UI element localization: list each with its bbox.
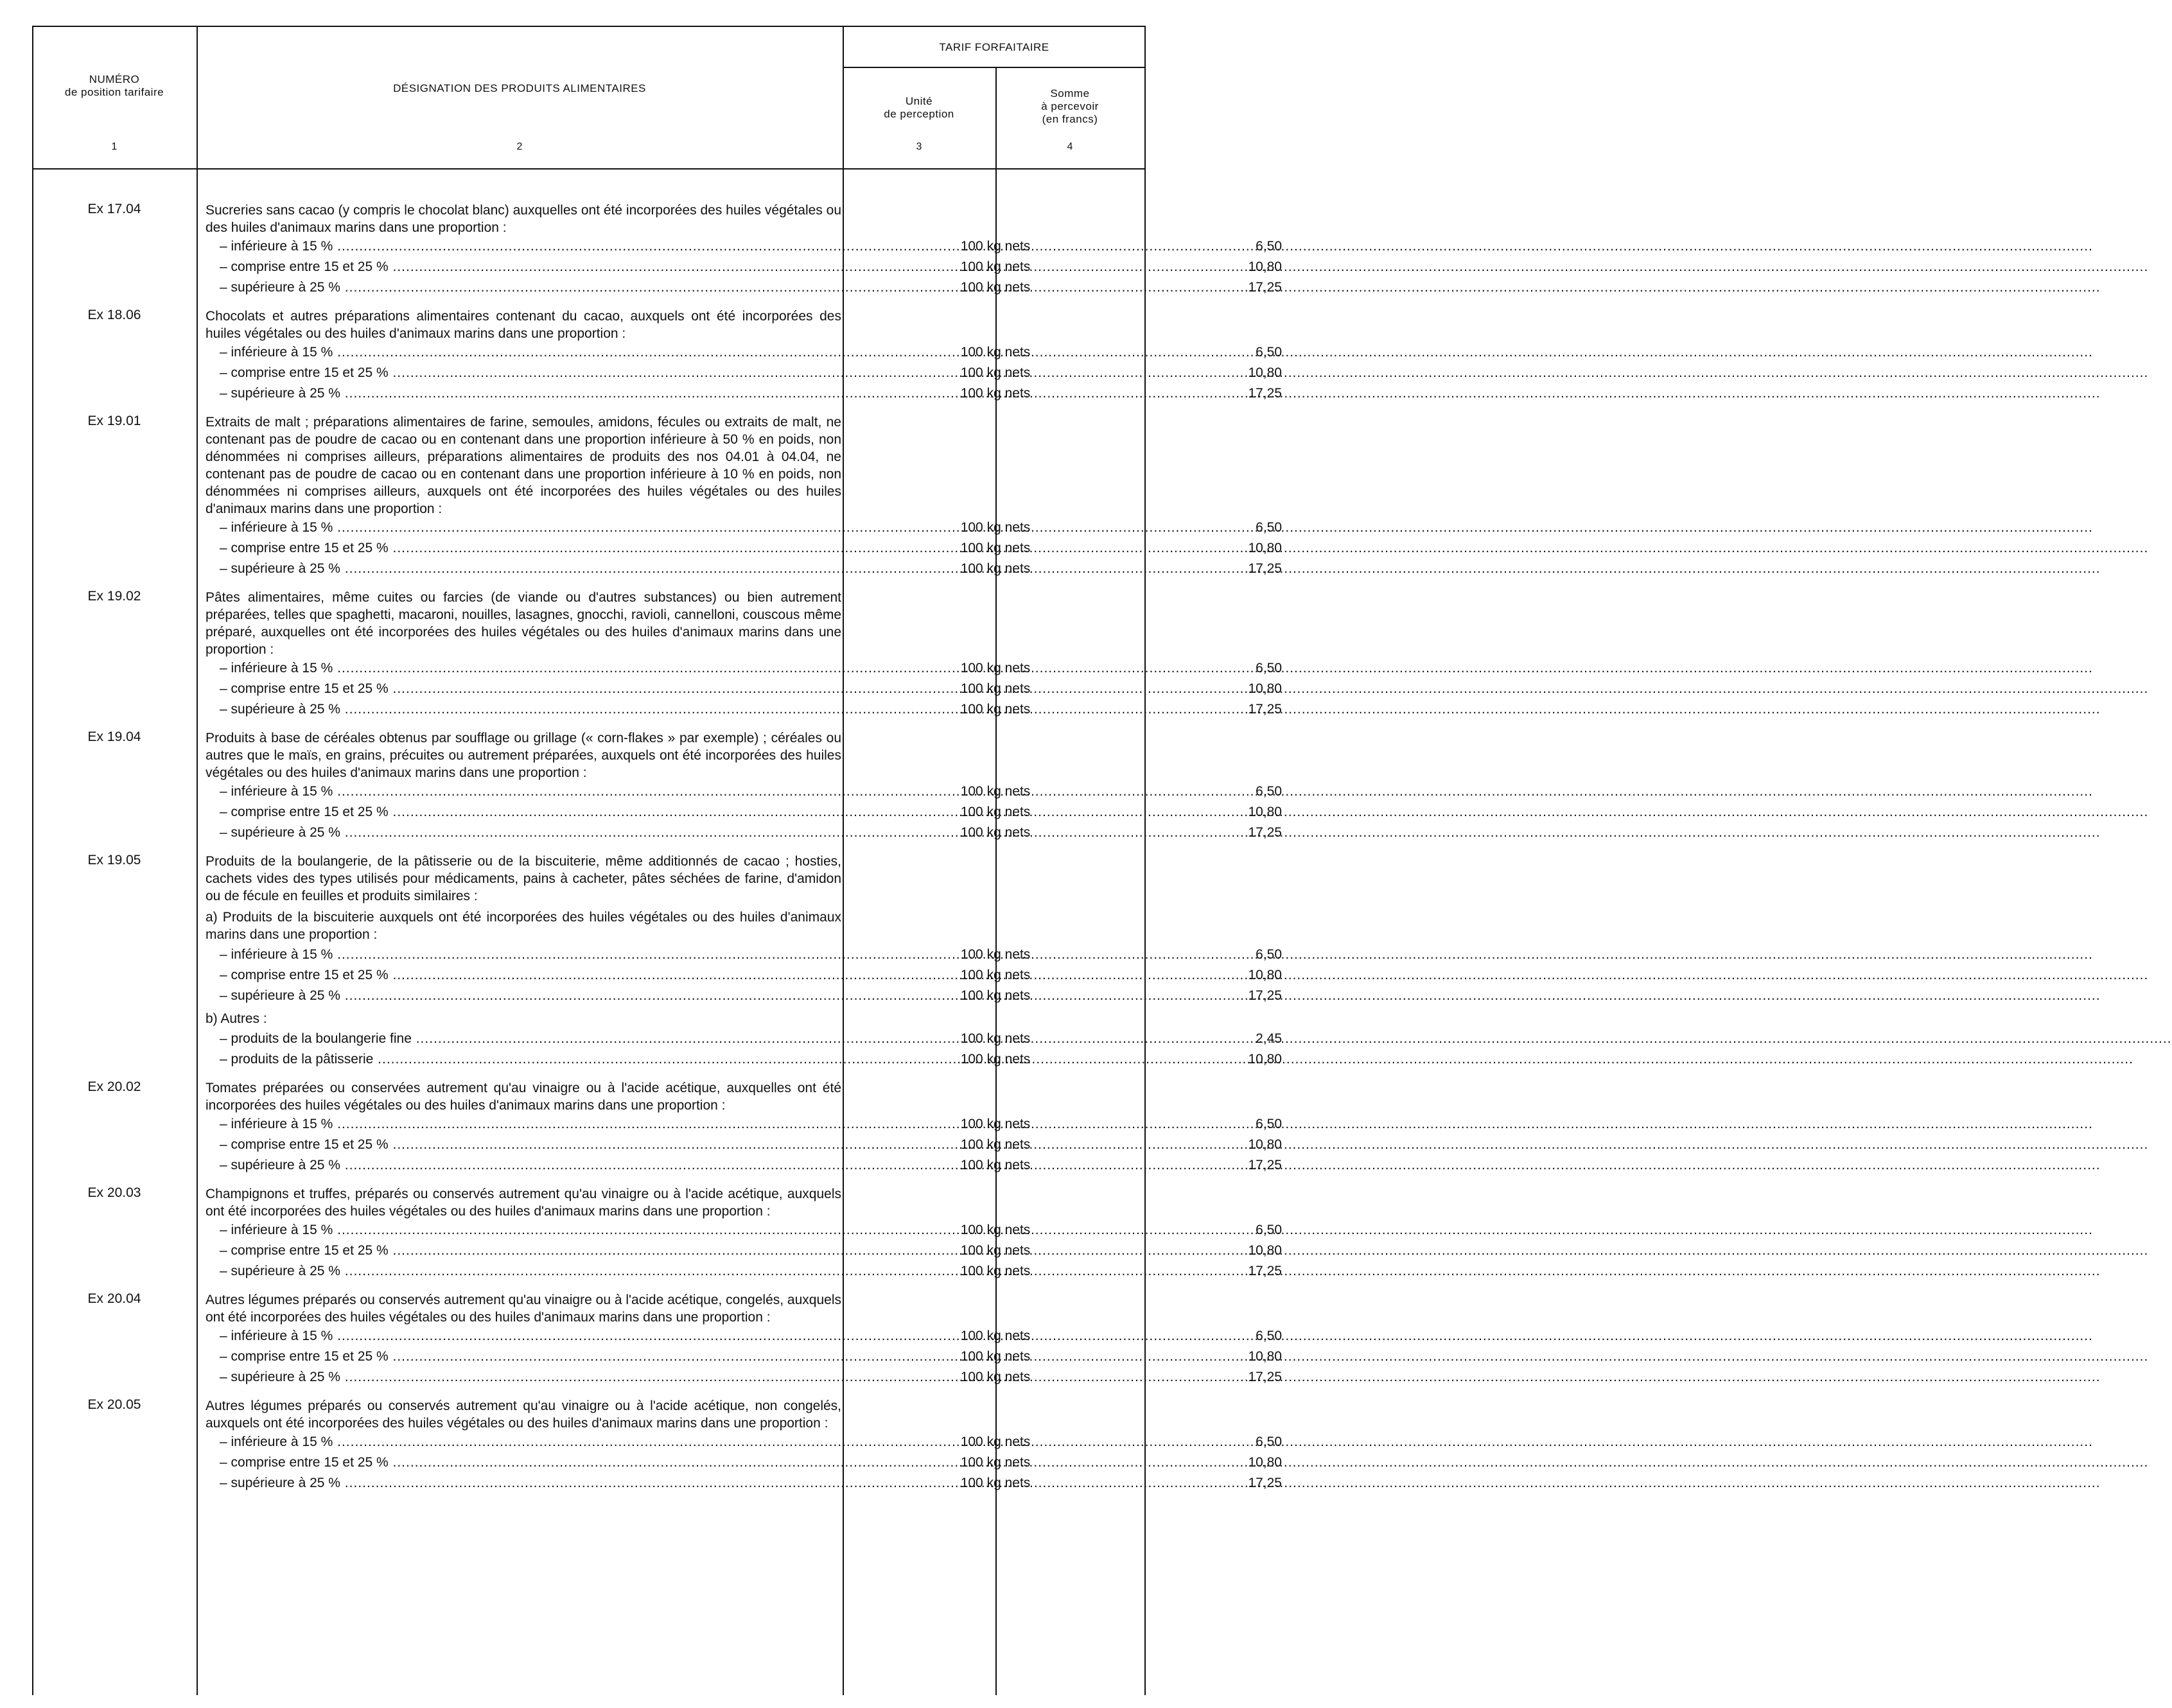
rate-line	[206, 965, 1282, 986]
rate-amount: 10,80	[1248, 1052, 1282, 1067]
rate-label: – inférieure à 15 % .....	[220, 342, 888, 363]
rate-amount: 6,50	[1256, 345, 1282, 360]
col-number-3: 3	[916, 141, 922, 152]
rate-amount: 17,25	[1248, 561, 1282, 576]
entry-content	[206, 586, 1282, 720]
rate-line	[206, 1346, 1282, 1367]
rate-label: – supérieure à 25 % .....	[220, 1367, 888, 1388]
rate-label: – inférieure à 15 % .....	[220, 1432, 888, 1452]
rate-amount: 10,80	[1248, 365, 1282, 380]
header-group	[843, 41, 1146, 54]
rate-label: – inférieure à 15 % .....	[220, 945, 888, 965]
position-code: Ex 20.04	[87, 1291, 141, 1306]
rate-amount: 6,50	[1256, 661, 1282, 675]
tariff-entry	[32, 305, 1282, 404]
rate-unit: 100 kg nets	[960, 1455, 1031, 1470]
header-bottom-border	[32, 168, 1146, 170]
rate-line	[206, 1155, 1282, 1176]
entry-content	[206, 199, 1282, 298]
rate-line	[206, 1473, 1282, 1494]
rate-amount: 10,80	[1248, 1455, 1282, 1470]
position-code: Ex 17.04	[87, 202, 141, 216]
rate-label: – inférieure à 15 % .....	[220, 518, 888, 538]
rate-unit: 100 kg nets	[960, 541, 1031, 555]
rate-unit: 100 kg nets	[960, 280, 1031, 295]
subsection-a-title: a) Produits de la biscuiterie auxquels ont été incorporées des huiles végétales ou des huiles d'animaux marins dans une proportion :	[206, 910, 841, 942]
header-col1	[32, 73, 197, 99]
rate-amount: 10,80	[1248, 1243, 1282, 1258]
rate-line	[206, 823, 1282, 843]
product-description: Tomates préparées ou conservées autrement qu'au vinaigre ou à l'acide acétique, auxquelles ont été incorporées des huiles végétales ou des huiles d'animaux marins dans une proportion :	[206, 1081, 841, 1113]
tariff-entry	[32, 411, 1282, 579]
rate-line	[206, 559, 1282, 579]
rate-label: – produits de la boulangerie fine .....	[220, 1029, 888, 1049]
rate-unit: 100 kg nets	[960, 1264, 1031, 1278]
rate-amount: 6,50	[1256, 784, 1282, 799]
position-code: Ex 20.02	[87, 1079, 141, 1094]
tarif-group-divider	[843, 67, 1146, 68]
tariff-entry	[32, 1183, 1282, 1282]
rate-unit: 100 kg nets	[960, 968, 1031, 982]
rate-unit: 100 kg nets	[960, 365, 1031, 380]
product-description: Extraits de malt ; préparations alimentaires de farine, semoules, amidons, fécules ou extraits de malt, ne contenant pas de poudre de cacao ou en contenant dans une proportion inférieure à 50 % en poids, non dénommées ni comprises ailleurs, préparations alimentaires de produits des nos 04.01 à 04.04, ne contenant pas de poudre de cacao ou en contenant dans une proportion inférieure à 10 % en poids, non dénommées ni comprises ailleurs, auxquels ont été incorporées des huiles végétales ou des huiles d'animaux marins dans une proportion :	[206, 415, 841, 516]
rate-amount: 6,50	[1256, 1223, 1282, 1237]
rate-label: – supérieure à 25 % .....	[220, 1473, 888, 1494]
rate-line	[206, 1326, 1282, 1346]
rate-label: – supérieure à 25 % .....	[220, 823, 888, 843]
tariff-entry	[32, 1395, 1282, 1494]
col1-title: NUMÉRO	[89, 73, 140, 85]
rate-amount: 10,80	[1248, 805, 1282, 819]
rate-unit: 100 kg nets	[960, 239, 1031, 254]
position-code: Ex 19.01	[87, 414, 141, 428]
rate-label: – inférieure à 15 % .....	[220, 1326, 888, 1346]
rate-label: – comprise entre 15 et 25 % .....	[220, 538, 888, 559]
col-number-4: 4	[1067, 141, 1073, 152]
entry-content	[206, 850, 1282, 1070]
entry-content	[206, 1395, 1282, 1494]
entry-content	[206, 1289, 1282, 1388]
entry-content	[206, 411, 1282, 579]
rate-unit: 100 kg nets	[960, 1329, 1031, 1343]
rate-line	[206, 383, 1282, 404]
rate-line	[206, 1367, 1282, 1388]
rate-amount: 17,25	[1248, 1476, 1282, 1490]
rate-unit: 100 kg nets	[960, 1158, 1031, 1172]
rate-amount: 2,45	[1256, 1031, 1282, 1046]
position-code: Ex 18.06	[87, 308, 141, 322]
rate-label: – comprise entre 15 et 25 % .....	[220, 965, 888, 986]
rate-amount: 17,25	[1248, 1264, 1282, 1278]
rate-line	[206, 518, 1282, 538]
rate-line	[206, 363, 1282, 383]
rate-line	[206, 1261, 1282, 1282]
rate-amount: 6,50	[1256, 239, 1282, 254]
header-col2	[197, 82, 843, 95]
rate-unit: 100 kg nets	[960, 1223, 1031, 1237]
rate-unit: 100 kg nets	[960, 1434, 1031, 1449]
tariff-entry	[32, 1289, 1282, 1388]
product-description: Sucreries sans cacao (y compris le chocolat blanc) auxquelles ont été incorporées des huiles végétales ou des huiles d'animaux marins dans une proportion :	[206, 203, 841, 235]
product-description: Champignons et truffes, préparés ou conservés autrement qu'au vinaigre ou à l'acide acétique, auxquels ont été incorporées des huiles végétales ou des huiles d'animaux marins dans une proportion :	[206, 1187, 841, 1219]
entry-content	[206, 727, 1282, 843]
table-body	[32, 199, 1282, 1501]
rate-unit: 100 kg nets	[960, 661, 1031, 675]
rate-unit: 100 kg nets	[960, 1243, 1031, 1258]
rate-line	[206, 1241, 1282, 1261]
rate-label: – comprise entre 15 et 25 % .....	[220, 679, 888, 699]
rate-unit: 100 kg nets	[960, 1370, 1031, 1384]
header-col3	[843, 95, 995, 121]
col3-title-1: Unité	[905, 95, 933, 107]
rate-line	[206, 342, 1282, 363]
product-description: Autres légumes préparés ou conservés autrement qu'au vinaigre ou à l'acide acétique, congelés, auxquels ont été incorporées des huiles végétales ou des huiles d'animaux marins dans une proportion :	[206, 1293, 841, 1325]
col1-subtitle: de position tarifaire	[64, 86, 164, 98]
rate-label: – supérieure à 25 % .....	[220, 1261, 888, 1282]
rate-line	[206, 781, 1282, 802]
subsection-b-title: b) Autres :	[206, 1011, 267, 1026]
rate-label: – comprise entre 15 et 25 % .....	[220, 1346, 888, 1367]
rate-line	[206, 679, 1282, 699]
product-description: Produits de la boulangerie, de la pâtisserie ou de la biscuiterie, même additionnés de cacao ; hosties, cachets vides des types utilisés pour médicaments, pains à cacheter, pâtes séchées de farine, d'amidon ou de fécule en feuilles et produits similaires :	[206, 854, 841, 903]
rate-line	[206, 538, 1282, 559]
rate-label: – supérieure à 25 % .....	[220, 277, 888, 298]
rate-unit: 100 kg nets	[960, 1117, 1031, 1131]
rate-line	[206, 1029, 1282, 1049]
position-code: Ex 20.05	[87, 1397, 141, 1412]
rate-label: – supérieure à 25 % .....	[220, 699, 888, 720]
rate-label: – produits de la pâtisserie .....	[220, 1049, 888, 1070]
rate-label: – supérieure à 25 % .....	[220, 383, 888, 404]
rate-unit: 100 kg nets	[960, 1052, 1031, 1067]
table-top-border	[32, 26, 1146, 27]
header-col4	[995, 87, 1144, 126]
tariff-entry	[32, 586, 1282, 720]
rate-amount: 10,80	[1248, 968, 1282, 982]
rate-line	[206, 1135, 1282, 1155]
rate-label: – supérieure à 25 % .....	[220, 986, 888, 1006]
col-number-2: 2	[516, 141, 523, 152]
entry-content	[206, 1183, 1282, 1282]
rate-line	[206, 236, 1282, 257]
position-code: Ex 19.02	[87, 589, 141, 604]
rate-label: – supérieure à 25 % .....	[220, 559, 888, 579]
rate-unit: 100 kg nets	[960, 1137, 1031, 1152]
tariff-entry	[32, 850, 1282, 1070]
rate-line	[206, 699, 1282, 720]
product-description: Produits à base de céréales obtenus par soufflage ou grillage (« corn-flakes » par exemple) ; céréales ou autres que le maïs, en grains, précuites ou autrement préparées, auxquels ont été incorporées des huiles végétales ou des huiles d'animaux marins dans une proportion :	[206, 731, 841, 780]
col4-title-3: (en francs)	[1042, 113, 1098, 125]
tariff-table	[32, 26, 1282, 1695]
position-code: Ex 19.04	[87, 729, 141, 744]
product-description: Pâtes alimentaires, même cuites ou farcies (de viande ou d'autres substances) ou bien autrement préparées, telles que spaghetti, macaroni, nouilles, lasagnes, gnocchi, ravioli, cannelloni, couscous même préparé, auxquelles ont été incorporées des huiles végétales ou des huiles d'animaux marins dans une proportion :	[206, 590, 841, 657]
rate-label: – inférieure à 15 % .....	[220, 236, 888, 257]
rate-unit: 100 kg nets	[960, 947, 1031, 962]
rate-line	[206, 1114, 1282, 1135]
col4-title-1: Somme	[1050, 87, 1090, 100]
col3-title-2: de perception	[884, 108, 954, 120]
entry-content	[206, 305, 1282, 404]
rate-label: – inférieure à 15 % .....	[220, 1114, 888, 1135]
rate-amount: 17,25	[1248, 702, 1282, 717]
rate-label: – comprise entre 15 et 25 % .....	[220, 1241, 888, 1261]
rate-amount: 6,50	[1256, 1329, 1282, 1343]
product-description: Autres légumes préparés ou conservés autrement qu'au vinaigre ou à l'acide acétique, non congelés, auxquels ont été incorporées des huiles végétales ou des huiles d'animaux marins dans une proportion :	[206, 1399, 841, 1431]
rate-unit: 100 kg nets	[960, 386, 1031, 401]
rate-amount: 17,25	[1248, 280, 1282, 295]
rate-line	[206, 1432, 1282, 1452]
col4-title-2: à percevoir	[1041, 100, 1099, 112]
rate-label: – inférieure à 15 % .....	[220, 781, 888, 802]
product-description: Chocolats et autres préparations alimentaires contenant du cacao, auxquels ont été incorporées des huiles végétales ou des huiles d'animaux marins dans une proportion :	[206, 309, 841, 341]
tariff-entry	[32, 199, 1282, 298]
rate-unit: 100 kg nets	[960, 681, 1031, 696]
rate-line	[206, 257, 1282, 277]
position-code: Ex 19.05	[87, 853, 141, 867]
rate-label: – comprise entre 15 et 25 % .....	[220, 802, 888, 823]
rate-amount: 17,25	[1248, 386, 1282, 401]
col2-title: DÉSIGNATION DES PRODUITS ALIMENTAIRES	[393, 82, 646, 94]
rate-label: – supérieure à 25 % .....	[220, 1155, 888, 1176]
rate-unit: 100 kg nets	[960, 520, 1031, 535]
rate-unit: 100 kg nets	[960, 561, 1031, 576]
rate-line	[206, 945, 1282, 965]
rate-amount: 17,25	[1248, 825, 1282, 840]
rate-unit: 100 kg nets	[960, 1031, 1031, 1046]
rate-unit: 100 kg nets	[960, 1349, 1031, 1364]
rate-amount: 10,80	[1248, 1137, 1282, 1152]
tariff-entry	[32, 1077, 1282, 1176]
rate-line	[206, 802, 1282, 823]
rate-unit: 100 kg nets	[960, 988, 1031, 1003]
rate-label: – comprise entre 15 et 25 % .....	[220, 1135, 888, 1155]
rate-amount: 6,50	[1256, 1434, 1282, 1449]
rate-amount: 10,80	[1248, 259, 1282, 274]
rate-unit: 100 kg nets	[960, 805, 1031, 819]
rate-amount: 17,25	[1248, 988, 1282, 1003]
rate-label: – inférieure à 15 % .....	[220, 658, 888, 679]
rate-unit: 100 kg nets	[960, 825, 1031, 840]
rate-amount: 17,25	[1248, 1370, 1282, 1384]
rate-amount: 6,50	[1256, 947, 1282, 962]
rate-unit: 100 kg nets	[960, 784, 1031, 799]
rate-amount: 17,25	[1248, 1158, 1282, 1172]
rate-label: – comprise entre 15 et 25 % .....	[220, 257, 888, 277]
rate-line	[206, 658, 1282, 679]
rate-unit: 100 kg nets	[960, 1476, 1031, 1490]
rate-label: – comprise entre 15 et 25 % .....	[220, 363, 888, 383]
rate-amount: 10,80	[1248, 1349, 1282, 1364]
rate-unit: 100 kg nets	[960, 345, 1031, 360]
entry-content	[206, 1077, 1282, 1176]
position-code: Ex 20.03	[87, 1185, 141, 1200]
rate-amount: 6,50	[1256, 1117, 1282, 1131]
rate-line	[206, 1049, 1282, 1070]
rate-amount: 10,80	[1248, 681, 1282, 696]
tariff-entry	[32, 727, 1282, 843]
rate-line	[206, 986, 1282, 1006]
rate-line	[206, 277, 1282, 298]
rate-amount: 6,50	[1256, 520, 1282, 535]
col-number-1: 1	[111, 141, 118, 152]
rate-amount: 10,80	[1248, 541, 1282, 555]
group-title: TARIF FORFAITAIRE	[939, 41, 1049, 53]
rate-label: – inférieure à 15 % .....	[220, 1220, 888, 1241]
rate-unit: 100 kg nets	[960, 702, 1031, 717]
rate-line	[206, 1220, 1282, 1241]
rate-unit: 100 kg nets	[960, 259, 1031, 274]
rate-line	[206, 1452, 1282, 1473]
rate-label: – comprise entre 15 et 25 % .....	[220, 1452, 888, 1473]
